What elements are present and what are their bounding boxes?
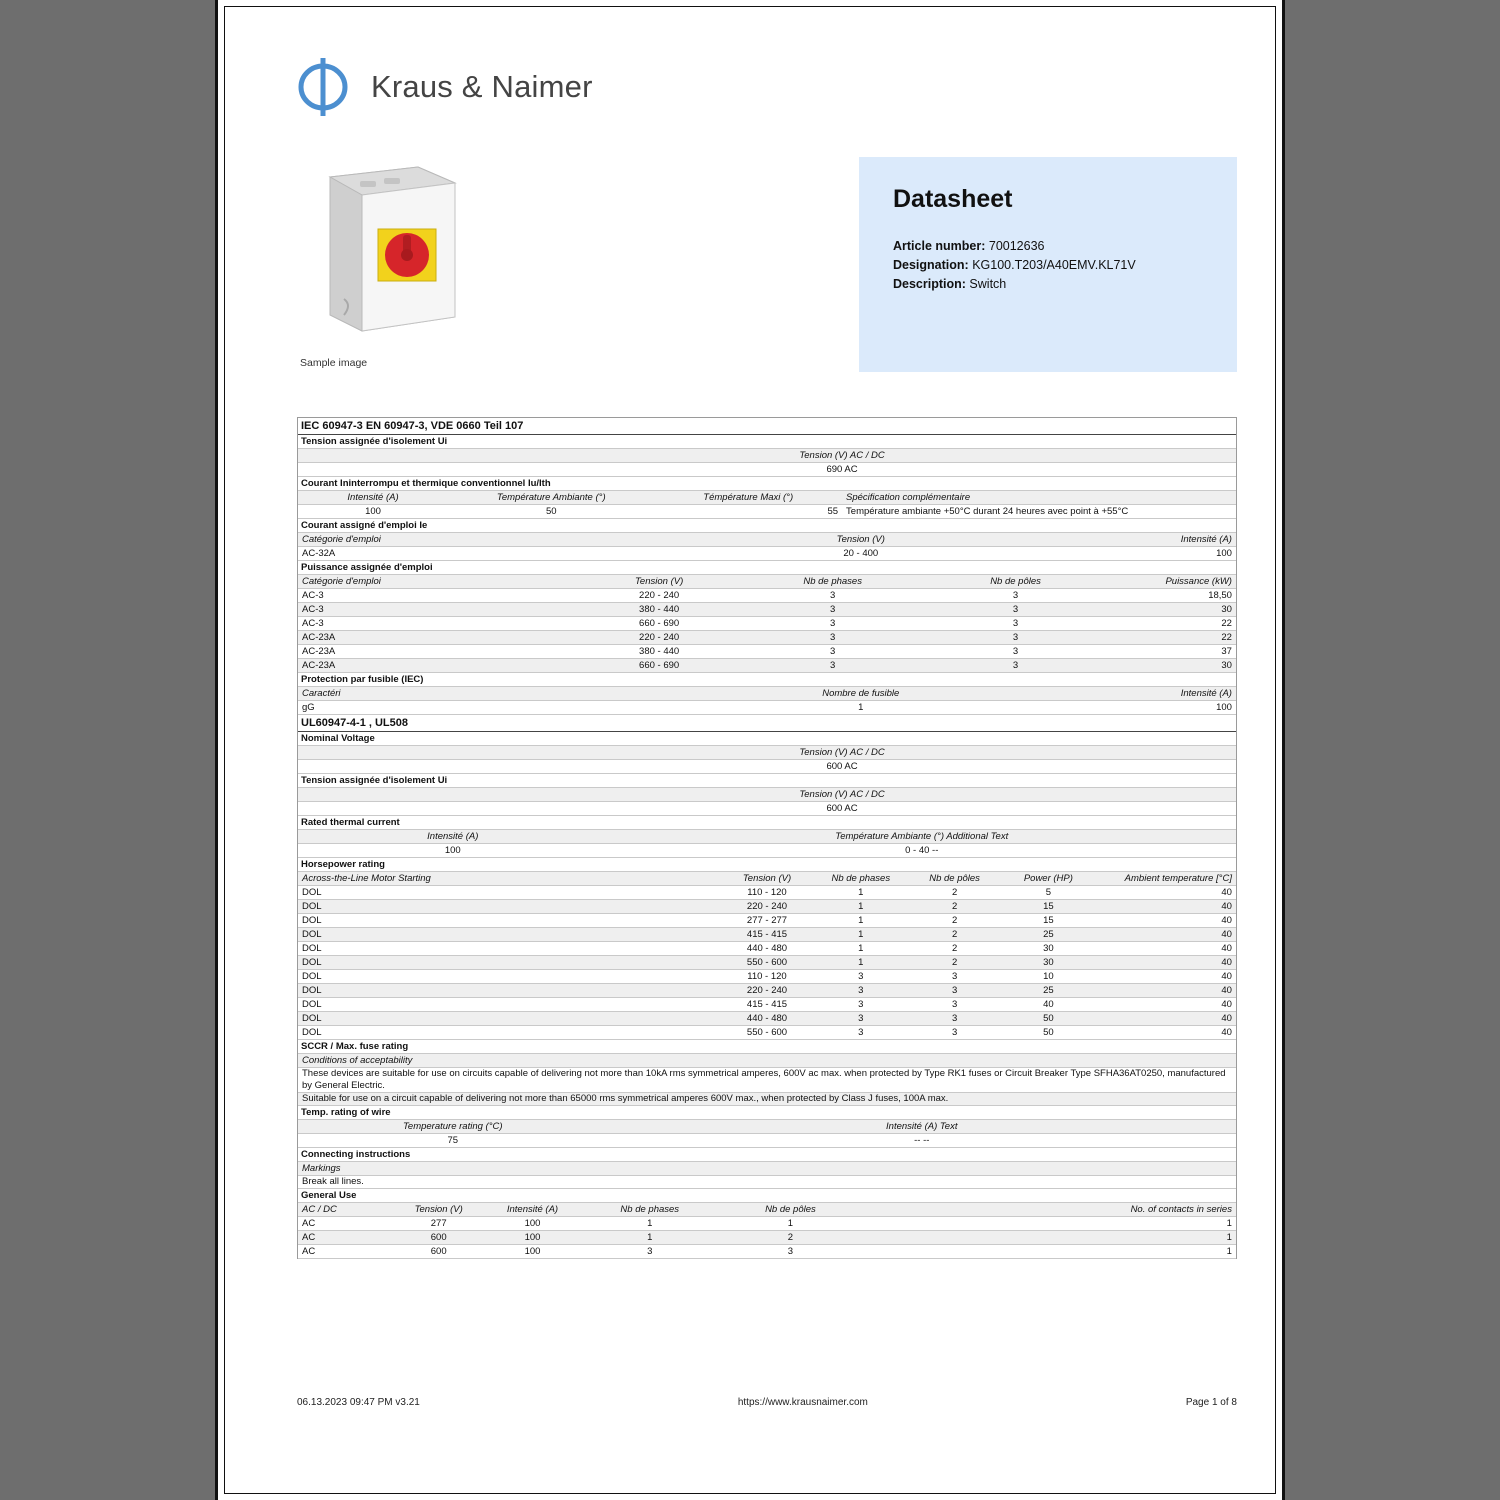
table-cell: 1 (1226, 1232, 1232, 1243)
table-cell (298, 760, 711, 773)
table-row (298, 928, 1236, 942)
footer-timestamp: 06.13.2023 09:47 PM v3.21 (297, 1397, 420, 1408)
table-cell: 3 (829, 660, 836, 671)
table-subsection-header: SCCR / Max. fuse rating (298, 1040, 1236, 1054)
table-row (298, 914, 1236, 928)
table-note-cell: Suitable for use on a circuit capable of delivering not more than 65000 rms symmetrical amperes 600V max., when protected by Class J fuses, 100A max. (302, 1093, 949, 1104)
table-cell: 1 (858, 887, 864, 898)
table-column-header (298, 872, 1236, 886)
table-cell: 0 - 40 -- (905, 845, 939, 856)
designation-label: Designation: (893, 258, 969, 272)
table-row (298, 505, 1236, 519)
table-cell: DOL (302, 985, 322, 996)
table-cell: 20 - 400 (843, 548, 879, 559)
table-cell: 22 (1221, 632, 1232, 643)
table-cell: 3 (1012, 604, 1019, 615)
table-header-cell (298, 788, 711, 801)
table-header-cell: Catégorie d'emploi (302, 534, 381, 545)
document-sheet (215, 0, 1285, 1500)
table-subsection-header: Tension assignée d'isolement Ui (298, 435, 1236, 449)
table-header-cell: Tension (V) (635, 576, 684, 587)
table-cell: 110 - 120 (747, 887, 787, 898)
table-header-cell: Nb de pôles (765, 1204, 816, 1215)
footer-page-number: Page 1 of 8 (1185, 1397, 1237, 1408)
table-cell: 550 - 600 (746, 957, 788, 968)
table-cell: 30 (1043, 943, 1054, 954)
table-row (298, 1134, 1236, 1148)
table-header-cell: Nombre de fusible (822, 688, 900, 699)
table-cell: 110 - 120 (747, 971, 787, 982)
table-cell: 1 (787, 1218, 794, 1229)
table-cell: 40 (1221, 999, 1232, 1010)
table-cell: 40 (1221, 971, 1232, 982)
table-header-cell: Intensité (A) (506, 1204, 559, 1215)
table-header-cell: Nb de pôles (990, 576, 1041, 587)
table-header-cell: Power (HP) (1023, 873, 1073, 884)
table-row (298, 547, 1236, 561)
table-note-cell: These devices are suitable for use on circuits capable of delivering not more than 10kA rms symmetrical amperes, 600V ac max. when protected by Type RK1 fuses or Circuit Breaker Type SFHA36AT0250, manufactured by General Electric. (302, 1068, 1226, 1091)
table-cell: 30 (1043, 957, 1054, 968)
table-header-cell: Intensité (A) (427, 831, 479, 842)
table-cell: 40 (1221, 957, 1232, 968)
table-header-cell: Ambient temperature [°C] (1124, 873, 1232, 884)
table-cell: 40 (1221, 915, 1232, 926)
table-cell: 3 (1012, 632, 1019, 643)
table-header-cell: Nb de phases (620, 1204, 680, 1215)
table-cell: 3 (858, 1027, 864, 1038)
table-cell: 3 (951, 985, 958, 996)
table-cell: 440 - 480 (746, 1013, 788, 1024)
table-row (298, 956, 1236, 970)
table-cell: DOL (302, 915, 322, 926)
table-cell: 1 (647, 1232, 653, 1243)
table-cell: 660 - 690 (639, 660, 680, 671)
table-cell: 440 - 480 (746, 943, 788, 954)
table-cell: 3 (787, 1246, 794, 1257)
table-row (298, 645, 1236, 659)
table-cell: 1 (858, 957, 864, 968)
table-cell: 100 (444, 845, 461, 856)
table-cell: 40 (1221, 901, 1232, 912)
description-label: Description: (893, 277, 966, 291)
table-subsection-header: Rated thermal current (298, 816, 1236, 830)
table-cell: 25 (1043, 985, 1054, 996)
phi-logo-icon (297, 55, 349, 119)
table-cell: DOL (302, 999, 322, 1010)
table-subsection-header: Protection par fusible (IEC) (298, 673, 1236, 687)
table-cell: 5 (1045, 887, 1052, 898)
table-cell: 1 (858, 901, 864, 912)
table-cell: DOL (302, 929, 322, 940)
table-cell: 15 (1043, 915, 1054, 926)
table-cell: 40 (1221, 929, 1232, 940)
table-cell (973, 760, 1236, 773)
table-cell: 550 - 600 (746, 1027, 788, 1038)
table-header-cell: Intensité (A) (1180, 688, 1232, 699)
table-cell: DOL (302, 1013, 322, 1024)
table-column-header (298, 1054, 1236, 1068)
table-header-cell: Tension (V) AC / DC (799, 747, 885, 758)
table-cell: 1 (858, 915, 864, 926)
table-row (298, 984, 1236, 998)
table-cell: 415 - 415 (746, 999, 788, 1010)
table-cell: 277 - 277 (746, 915, 788, 926)
table-header-cell (973, 449, 1236, 462)
table-cell: DOL (302, 901, 322, 912)
table-cell: 3 (1012, 590, 1019, 601)
table-cell: 30 (1221, 604, 1232, 615)
table-cell: 2 (951, 957, 958, 968)
table-header-cell: Tension (V) (836, 534, 885, 545)
table-header-cell: Nb de pôles (929, 873, 980, 884)
table-cell: 220 - 240 (639, 632, 680, 643)
table-cell: DOL (302, 971, 322, 982)
designation-value: KG100.T203/A40EMV.KL71V (972, 258, 1136, 272)
table-cell: 40 (1221, 1013, 1232, 1024)
table-cell: 100 (1216, 702, 1232, 713)
table-row (298, 900, 1236, 914)
table-cell: 277 (430, 1218, 447, 1229)
table-cell: 2 (951, 901, 958, 912)
table-section-header: UL60947-4-1 , UL508 (298, 715, 1236, 732)
table-header-cell: Intensité (A) (347, 492, 399, 503)
table-cell: DOL (302, 887, 322, 898)
table-cell: 220 - 240 (639, 590, 680, 601)
table-cell: 3 (1012, 646, 1019, 657)
table-row (298, 942, 1236, 956)
table-cell: 2 (951, 943, 958, 954)
table-cell: 40 (1221, 887, 1232, 898)
table-row (298, 463, 1236, 477)
table-subsection-header: General Use (298, 1189, 1236, 1203)
table-column-header (298, 687, 1236, 701)
switch-enclosure-image (300, 159, 485, 349)
table-cell: 3 (829, 604, 836, 615)
table-cell: 380 - 440 (639, 604, 680, 615)
table-cell: 100 (524, 1246, 541, 1257)
table-note-cell: Break all lines. (302, 1176, 364, 1187)
table-cell: 40 (1221, 985, 1232, 996)
footer-url: https://www.krausnaimer.com (737, 1397, 868, 1408)
table-column-header (298, 533, 1236, 547)
table-cell: 600 (430, 1232, 447, 1243)
table-row (298, 617, 1236, 631)
table-cell: 10 (1043, 971, 1054, 982)
table-cell: AC (302, 1218, 316, 1229)
table-subsection-header: Temp. rating of wire (298, 1106, 1236, 1120)
table-header-cell: Tension (V) (742, 873, 792, 884)
table-cell: 40 (1043, 999, 1054, 1010)
table-note-row (298, 1068, 1236, 1093)
table-cell: 22 (1221, 618, 1232, 629)
table-header-cell: Tension (V) AC / DC (799, 789, 885, 800)
table-cell: 3 (829, 646, 836, 657)
table-cell: 37 (1221, 646, 1232, 657)
table-cell: 3 (858, 999, 864, 1010)
article-number-label: Article number: (893, 239, 986, 253)
table-cell: 50 (1043, 1013, 1054, 1024)
datasheet-details (893, 237, 1136, 294)
table-cell: 25 (1043, 929, 1054, 940)
table-column-header (298, 1120, 1236, 1134)
table-cell: -- -- (914, 1135, 930, 1146)
table-subsection-header: Puissance assignée d'emploi (298, 561, 1236, 575)
table-cell: 50 (545, 506, 557, 517)
table-row (298, 659, 1236, 673)
brand-name: Kraus & Naimer (371, 69, 593, 104)
table-subsection-header: Horsepower rating (298, 858, 1236, 872)
table-column-header (298, 1203, 1236, 1217)
table-subsection-header: Courant Ininterrompu et thermique conventionnel Iu/Ith (298, 477, 1236, 491)
table-cell: 600 (430, 1246, 447, 1257)
table-cell: 3 (951, 971, 958, 982)
table-cell: 2 (787, 1232, 794, 1243)
table-cell: DOL (302, 943, 322, 954)
table-cell: 220 - 240 (746, 901, 788, 912)
table-row (298, 802, 1236, 816)
table-row (298, 1026, 1236, 1040)
table-row (298, 844, 1236, 858)
table-cell: 100 (365, 506, 381, 517)
table-row (298, 631, 1236, 645)
table-cell: 40 (1221, 943, 1232, 954)
table-column-header (298, 830, 1236, 844)
sheet-border (224, 6, 1276, 1494)
table-cell: 220 - 240 (746, 985, 788, 996)
table-row (298, 701, 1236, 715)
table-cell: AC-23A (302, 632, 336, 643)
table-row (298, 1245, 1236, 1259)
table-column-header (298, 575, 1236, 589)
table-row (298, 1012, 1236, 1026)
table-cell: 3 (951, 1013, 958, 1024)
table-header-cell: Tension (V) AC / DC (799, 450, 885, 461)
table-row (298, 998, 1236, 1012)
table-cell: 3 (829, 590, 836, 601)
table-cell: 660 - 690 (639, 618, 680, 629)
table-header-cell: AC / DC (302, 1204, 337, 1215)
table-cell: 3 (858, 1013, 864, 1024)
article-number-value: 70012636 (988, 239, 1045, 253)
table-header-cell: Spécification complémentaire (846, 492, 971, 503)
datasheet-title: Datasheet (893, 185, 1013, 213)
table-row (298, 886, 1236, 900)
table-cell: AC-23A (302, 646, 336, 657)
table-cell: AC (302, 1246, 316, 1257)
table-header-cell: Intensité (A) Text (886, 1121, 958, 1132)
table-cell: 55 (827, 506, 839, 517)
table-header-cell: Puissance (kW) (1165, 576, 1232, 587)
table-cell: 1 (1226, 1246, 1232, 1257)
table-cell: 40 (1221, 1027, 1232, 1038)
table-cell: 600 AC (826, 803, 858, 814)
article-number-line (893, 237, 1136, 256)
table-note-row (298, 1093, 1236, 1106)
table-cell (298, 463, 711, 476)
table-cell: 1 (858, 702, 864, 713)
table-cell: AC-3 (302, 604, 324, 615)
table-cell: 3 (1012, 660, 1019, 671)
table-cell: AC (302, 1232, 316, 1243)
table-cell (298, 802, 711, 815)
table-header-cell: Tension (V) (414, 1204, 463, 1215)
table-cell: 380 - 440 (639, 646, 680, 657)
table-cell: 690 AC (826, 464, 858, 475)
table-cell: 2 (951, 915, 958, 926)
table-cell: AC-3 (302, 618, 324, 629)
table-row (298, 1231, 1236, 1245)
table-header-cell: Catégorie d'emploi (302, 576, 381, 587)
table-subsection-header: Nominal Voltage (298, 732, 1236, 746)
sample-image-caption: Sample image (300, 357, 368, 369)
table-cell: 3 (858, 985, 864, 996)
table-cell: DOL (302, 957, 322, 968)
table-cell: gG (302, 702, 315, 713)
table-header-cell (973, 788, 1236, 801)
table-cell: 100 (524, 1232, 541, 1243)
table-cell: 3 (829, 632, 836, 643)
table-cell: 100 (524, 1218, 541, 1229)
table-cell: 30 (1221, 660, 1232, 671)
designation-line (893, 256, 1136, 275)
table-cell: 75 (447, 1135, 459, 1146)
table-row (298, 603, 1236, 617)
table-cell: 3 (647, 1246, 653, 1257)
table-subsection-header: Courant assigné d'emploi Ie (298, 519, 1236, 533)
table-cell: 2 (951, 887, 958, 898)
table-cell: 415 - 415 (746, 929, 788, 940)
table-header-cell (298, 746, 711, 759)
table-row (298, 760, 1236, 774)
table-row (298, 1217, 1236, 1231)
table-cell (973, 463, 1236, 476)
table-cell: 1 (647, 1218, 653, 1229)
table-header-cell: Across-the-Line Motor Starting (302, 873, 431, 884)
table-column-header (298, 1162, 1236, 1176)
table-cell: 18,50 (1208, 590, 1232, 601)
table-header-cell: Nb de phases (803, 576, 862, 587)
table-column-header (298, 746, 1236, 760)
table-subsection-header: Connecting instructions (298, 1148, 1236, 1162)
table-header-cell: No. of contacts in series (1130, 1204, 1232, 1215)
table-header-cell (973, 746, 1236, 759)
table-cell: 3 (951, 999, 958, 1010)
table-cell: 3 (858, 971, 864, 982)
table-header-cell: Température Ambiante (°) (496, 492, 606, 503)
table-header-cell: Temperature rating (°C) (402, 1121, 503, 1132)
table-header-cell: Caractéri (302, 688, 341, 699)
table-cell: AC-23A (302, 660, 336, 671)
table-header-cell: Intensité (A) (1180, 534, 1232, 545)
page-footer (297, 1397, 1237, 1408)
datasheet-info-box (859, 157, 1237, 372)
table-cell: 1 (1226, 1218, 1232, 1229)
table-header-cell: Conditions of acceptability (302, 1055, 413, 1066)
table-cell: 3 (1012, 618, 1019, 629)
table-cell: 3 (829, 618, 836, 629)
table-row (298, 589, 1236, 603)
table-cell: 1 (858, 943, 864, 954)
brand-header (297, 55, 593, 119)
table-cell: 100 (1216, 548, 1232, 559)
table-cell: AC-3 (302, 590, 324, 601)
table-cell: Température ambiante +50°C durant 24 heures avec point à +55°C (846, 506, 1129, 517)
table-cell (973, 802, 1236, 815)
table-column-header (298, 788, 1236, 802)
table-header-cell (298, 449, 711, 462)
table-cell: 3 (951, 1027, 958, 1038)
table-cell: 2 (951, 929, 958, 940)
table-cell: AC-32A (302, 548, 336, 559)
table-column-header (298, 491, 1236, 505)
table-cell: 50 (1043, 1027, 1054, 1038)
table-cell: 600 AC (826, 761, 858, 772)
table-subsection-header: Tension assignée d'isolement Ui (298, 774, 1236, 788)
specification-table (297, 417, 1237, 1259)
table-header-cell: Témpérature Maxi (°) (703, 492, 794, 503)
table-section-header: IEC 60947-3 EN 60947-3, VDE 0660 Teil 107 (298, 418, 1236, 435)
table-cell: 15 (1043, 901, 1054, 912)
table-cell: 1 (858, 929, 864, 940)
table-header-cell: Nb de phases (831, 873, 891, 884)
table-row (298, 970, 1236, 984)
table-header-cell: Température Ambiante (°) Additional Text (835, 831, 1009, 842)
table-column-header (298, 449, 1236, 463)
description-value: Switch (969, 277, 1007, 291)
table-header-cell: Markings (302, 1163, 341, 1174)
description-line (893, 275, 1136, 294)
table-cell: DOL (302, 1027, 322, 1038)
table-note-row (298, 1176, 1236, 1189)
